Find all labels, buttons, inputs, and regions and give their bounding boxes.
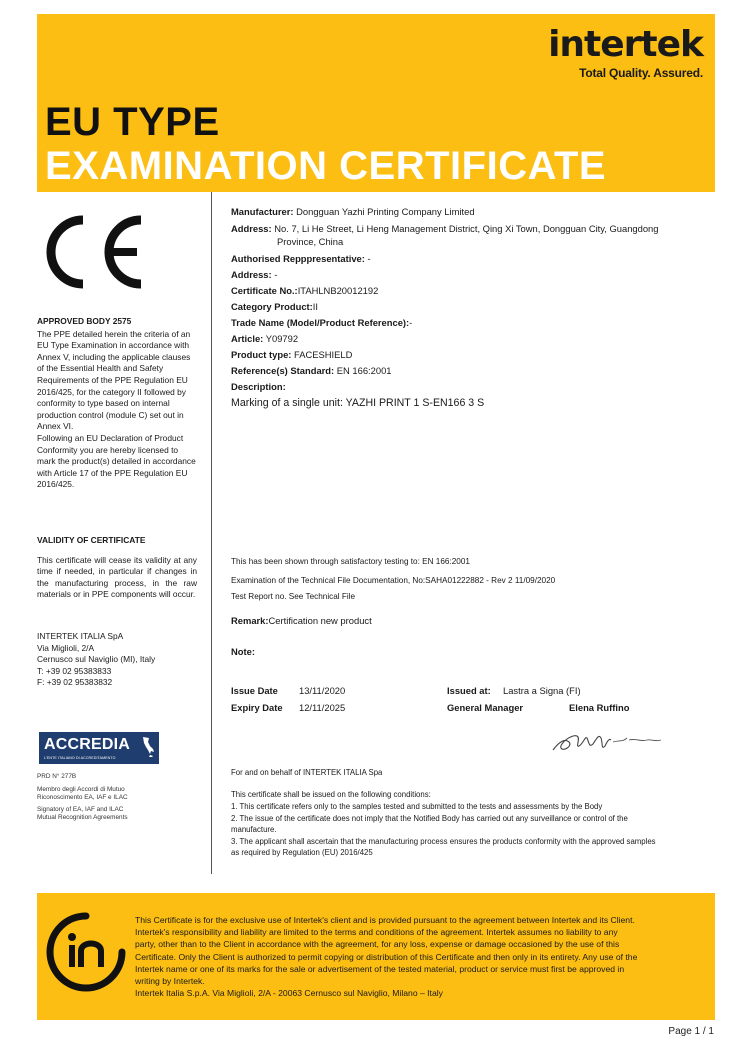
- approved-body-block: [37, 316, 197, 491]
- expiry-date-label: Expiry Date: [231, 702, 283, 713]
- member-line-1: Membro degli Accordi di Mutuo: [37, 785, 125, 793]
- company-name: INTERTEK ITALIA SpA: [37, 631, 124, 641]
- manufacturer-value: Dongguan Yazhi Printing Company Limited: [296, 206, 475, 217]
- product-type-row: [231, 349, 711, 361]
- accredia-word: ACCREDIA: [44, 736, 131, 753]
- condition-2b: manufacture.: [231, 825, 277, 834]
- category-label: Category Product:: [231, 301, 313, 312]
- condition-3a: 3. The applicant shall ascertain that the manufacturing process ensures the products conformity with the approved samples: [231, 837, 656, 846]
- cert-no-value: ITAHLNB20012192: [297, 285, 379, 296]
- condition-3b: as required by Regulation (EU) 2016/425: [231, 848, 373, 857]
- gm-label: General Manager: [447, 702, 524, 713]
- description-row: [231, 381, 711, 393]
- footer-line-2: Intertek's responsibility and liability are limited to the terms and conditions of the agreement. Intertek assumes no liability to any: [135, 927, 618, 938]
- auth-rep-row: [231, 253, 711, 265]
- standard-value: EN 166:2001: [336, 365, 392, 376]
- standard-row: [231, 365, 711, 377]
- footer-line-1: This Certificate is for the exclusive use of Intertek's client and is provided pursuant to the agreement between Intertek and its Client.: [135, 915, 635, 925]
- validity-text: This certificate will cease its validity at any time if needed, in particular if changes in the manufacturing process, in the raw materials or in PPE components will occur.: [37, 554, 197, 600]
- address2-value: -: [274, 269, 278, 280]
- footer-line-3: party, other than to the Client in accordance with the agreement, for any loss, expense or damage occasioned by the use of this: [135, 939, 620, 950]
- category-row: [231, 301, 711, 313]
- address-line-2: Province, China: [277, 236, 344, 247]
- address-label: Address:: [231, 223, 272, 234]
- examination-text: Examination of the Technical File Documentation, No:SAHA01222882 - Rev 2 11/09/2020: [231, 576, 556, 585]
- condition-1: 1. This certificate refers only to the samples tested and submitted to the tests and assessments by the Body: [231, 802, 603, 811]
- article-row: [231, 333, 711, 345]
- address-row: [231, 223, 711, 235]
- company-fax: F: +39 02 95383832: [37, 677, 113, 688]
- issue-date-label: Issue Date: [231, 685, 278, 696]
- footer-line-4: Certificate. Only the Client is authorized to permit copying or distribution of this Certificate and then only in its entirety. Any use of the: [135, 951, 638, 962]
- standard-label: Reference(s) Standard:: [231, 365, 335, 376]
- logo-tagline: Total Quality. Assured.: [579, 66, 703, 80]
- accreditation-notes: [37, 773, 197, 822]
- footer-line-6: writing by Intertek.: [135, 976, 205, 987]
- auth-rep-value: -: [367, 253, 371, 264]
- issue-row: [231, 685, 711, 699]
- description-label: Description:: [231, 381, 286, 392]
- product-type-label: Product type:: [231, 349, 292, 360]
- issue-date-value: 13/11/2020: [299, 685, 346, 696]
- note-label: Note:: [231, 646, 255, 657]
- italy-map-icon: [141, 736, 155, 758]
- manufacturer-row: [231, 206, 711, 218]
- member-line-2: Riconoscimento EA, IAF e ILAC: [37, 793, 128, 801]
- note-row: [231, 646, 711, 658]
- remark-value: Certification new product: [268, 615, 372, 626]
- expiry-row: [231, 702, 711, 716]
- page-number: Page 1 / 1: [668, 1026, 714, 1037]
- trade-name-label: Trade Name (Model/Product Reference):: [231, 317, 410, 328]
- shown-through-text: This has been shown through satisfactory testing to: EN 166:2001: [231, 557, 470, 566]
- company-address-block: [37, 631, 197, 689]
- address2-label: Address:: [231, 269, 272, 280]
- signatory-line-1: Signatory of EA, IAF and ILAC: [37, 806, 124, 814]
- marking-text: Marking of a single unit: YAZHI PRINT 1 S-EN166 3 S: [231, 397, 485, 409]
- trade-name-row: [231, 317, 711, 329]
- intertek-in-icon: [45, 911, 127, 993]
- validity-heading: VALIDITY OF CERTIFICATE: [37, 535, 146, 545]
- conditions-intro: This certificate shall be issued on the following conditions:: [231, 790, 431, 799]
- approved-text: The PPE detailed herein the criteria of an EU Type Examination in accordance with Annex V, including the applicable clauses of the Essential Health and Safety Requirements of the PPE Regulation EU 2016/425, for the category II followed by conformity to type based on internal production control (module C) set out in Annex VI.: [37, 328, 191, 432]
- manufacturer-label: Manufacturer:: [231, 206, 294, 217]
- cert-no-row: [231, 285, 711, 297]
- address2-row: [231, 269, 711, 281]
- approved-text-2: Following an EU Declaration of Product Conformity you are hereby licensed to mark the product(s) detailed in accordance with Article 17 of the PPE Regulation EU 2016/425.: [37, 432, 196, 490]
- footer-line-5: Intertek name or one of its marks for the sale or advertisement of the tested material, product or service must first be approved in: [135, 963, 625, 974]
- company-street: Via Miglioli, 2/A: [37, 642, 95, 653]
- article-label: Article:: [231, 333, 264, 344]
- article-value: Y09792: [265, 333, 299, 344]
- category-value: II: [312, 301, 318, 312]
- prd-number: PRD N° 277B: [37, 773, 77, 780]
- auth-rep-label: Authorised Repppresentative:: [231, 253, 365, 264]
- header-band: [37, 14, 715, 192]
- signatory-line-2: Mutual Recognition Agreements: [37, 814, 128, 822]
- gm-name: Elena Ruffino: [569, 702, 630, 713]
- column-divider: [211, 192, 212, 874]
- issued-at-value: Lastra a Signa (FI): [503, 685, 581, 696]
- ce-mark-icon: [37, 212, 147, 292]
- company-city: Cernusco sul Naviglio (MI), Italy: [37, 654, 156, 665]
- footer-disclaimer: [135, 914, 707, 999]
- company-tel: T: +39 02 95383833: [37, 665, 112, 676]
- remark-row: [231, 615, 711, 627]
- logo-word: intertek: [548, 24, 703, 65]
- remark-label: Remark:: [231, 615, 269, 626]
- product-type-value: FACESHIELD: [294, 349, 353, 360]
- footer-band: [37, 893, 715, 1020]
- accredia-sub: L'ENTE ITALIANO DI ACCREDITAMENTO: [44, 756, 116, 760]
- signature-icon: [549, 724, 669, 758]
- condition-2a: 2. The issue of the certificate does not imply that the Notified Body has carried out any surveillance or control of the: [231, 814, 628, 823]
- approved-heading: APPROVED BODY 2575: [37, 316, 132, 326]
- cert-no-label: Certificate No.:: [231, 285, 298, 296]
- trade-name-value: -: [409, 317, 413, 328]
- title-line-2: EXAMINATION CERTIFICATE: [45, 144, 607, 188]
- on-behalf-text: For and on behalf of INTERTEK ITALIA Spa: [231, 768, 383, 777]
- accredia-logo: [39, 732, 159, 764]
- intertek-logo: [548, 26, 703, 80]
- test-report-text: Test Report no. See Technical File: [231, 592, 356, 601]
- title-line-1: EU TYPE: [45, 100, 220, 144]
- address-line-1: No. 7, Li He Street, Li Heng Management District, Qing Xi Town, Dongguan City, Guangdong: [274, 223, 659, 234]
- issued-at-label: Issued at:: [447, 685, 491, 696]
- footer-line-7: Intertek Italia S.p.A. Via Miglioli, 2/A - 20063 Cernusco sul Naviglio, Milano – Italy: [135, 988, 443, 999]
- validity-block: [37, 535, 197, 601]
- expiry-date-value: 12/11/2025: [299, 702, 346, 713]
